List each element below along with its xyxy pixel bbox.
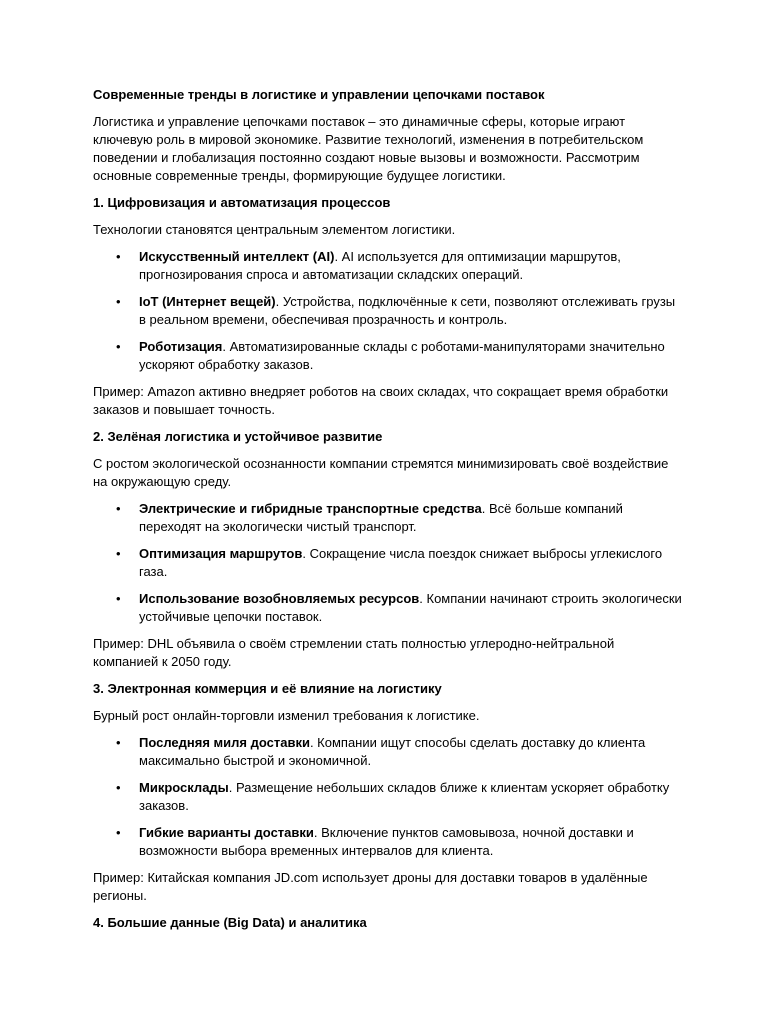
bullet-text: . Устройства, подключённые к сети, позволяют отслеживать грузы в реальном времени, обеспечивая прозрачность и контроль. (139, 294, 676, 327)
bullet-term: Использование возобновляемых ресурсов (139, 591, 420, 606)
bullet-text: . Включение пунктов самовывоза, ночной доставки и возможности выбора временных интервалов для клиента. (139, 825, 634, 858)
document-body (93, 86, 683, 941)
bullet-text: . Сокращение числа поездок снижает выбросы углекислого газа. (139, 546, 663, 579)
bullet-glyph: • (116, 825, 121, 840)
example-paragraph: Пример: Китайская компания JD.com использует дроны для доставки товаров в удалённые регионы. (93, 870, 648, 903)
bullet-item (93, 500, 683, 536)
bullet-item (93, 338, 683, 374)
bullet-glyph: • (116, 735, 121, 750)
bullet-item (93, 545, 683, 581)
bullet-list (93, 734, 683, 860)
bullet-glyph: • (116, 591, 121, 606)
bullet-term: Последняя миля доставки (139, 735, 310, 750)
bullet-item (93, 590, 683, 626)
bullet-term: Роботизация (139, 339, 223, 354)
bullet-item (93, 734, 683, 770)
bullet-item (93, 779, 683, 815)
section-heading: 1. Цифровизация и автоматизация процессов (93, 195, 391, 210)
bullet-item (93, 824, 683, 860)
section-heading: 2. Зелёная логистика и устойчивое развитие (93, 429, 383, 444)
intro-paragraph: Логистика и управление цепочками поставок – это динамичные сферы, которые играют ключевую роль в мировой экономике. Развитие технологий, изменения в потребительском поведении и глобализация постоянно создают новые вызовы и возможности. Рассмотрим основные современные тренды, формирующие будущее логистики. (93, 114, 644, 183)
bullet-term: IoT (Интернет вещей) (139, 294, 276, 309)
section-lead: Технологии становятся центральным элементом логистики. (93, 222, 456, 237)
document-title: Современные тренды в логистике и управлении цепочками поставок (93, 87, 545, 102)
bullet-text: . AI используется для оптимизации маршрутов, прогнозирования спроса и автоматизации складских операций. (139, 249, 621, 282)
bullet-text: . Компании ищут способы сделать доставку до клиента максимально быстрой и экономичной. (139, 735, 646, 768)
bullet-item (93, 248, 683, 284)
section-lead: Бурный рост онлайн-торговли изменил требования к логистике. (93, 708, 480, 723)
bullet-glyph: • (116, 501, 121, 516)
bullet-text: . Размещение небольших складов ближе к клиентам ускоряет обработку заказов. (139, 780, 670, 813)
bullet-term: Искусственный интеллект (AI) (139, 249, 335, 264)
bullet-glyph: • (116, 249, 121, 264)
bullet-term: Оптимизация маршрутов (139, 546, 303, 561)
example-paragraph: Пример: DHL объявила о своём стремлении стать полностью углеродно-нейтральной компанией к 2050 году. (93, 636, 615, 669)
section-heading: 3. Электронная коммерция и её влияние на логистику (93, 681, 442, 696)
bullet-glyph: • (116, 294, 121, 309)
bullet-term: Электрические и гибридные транспортные средства (139, 501, 482, 516)
bullet-item (93, 293, 683, 329)
example-paragraph: Пример: Amazon активно внедряет роботов на своих складах, что сокращает время обработки заказов и повышает точность. (93, 384, 669, 417)
bullet-term: Гибкие варианты доставки (139, 825, 314, 840)
bullet-glyph: • (116, 339, 121, 354)
section-heading: 4. Большие данные (Big Data) и аналитика (93, 915, 367, 930)
bullet-glyph: • (116, 780, 121, 795)
bullet-list (93, 500, 683, 626)
bullet-text: . Всё больше компаний переходят на экологически чистый транспорт. (139, 501, 623, 534)
bullet-text: . Компании начинают строить экологически устойчивые цепочки поставок. (139, 591, 682, 624)
bullet-term: Микросклады (139, 780, 229, 795)
bullet-list (93, 248, 683, 374)
bullet-glyph: • (116, 546, 121, 561)
section-lead: С ростом экологической осознанности компании стремятся минимизировать своё воздействие на окружающую среду. (93, 456, 669, 489)
bullet-text: . Автоматизированные склады с роботами-манипуляторами значительно ускоряют обработку заказов. (139, 339, 665, 372)
